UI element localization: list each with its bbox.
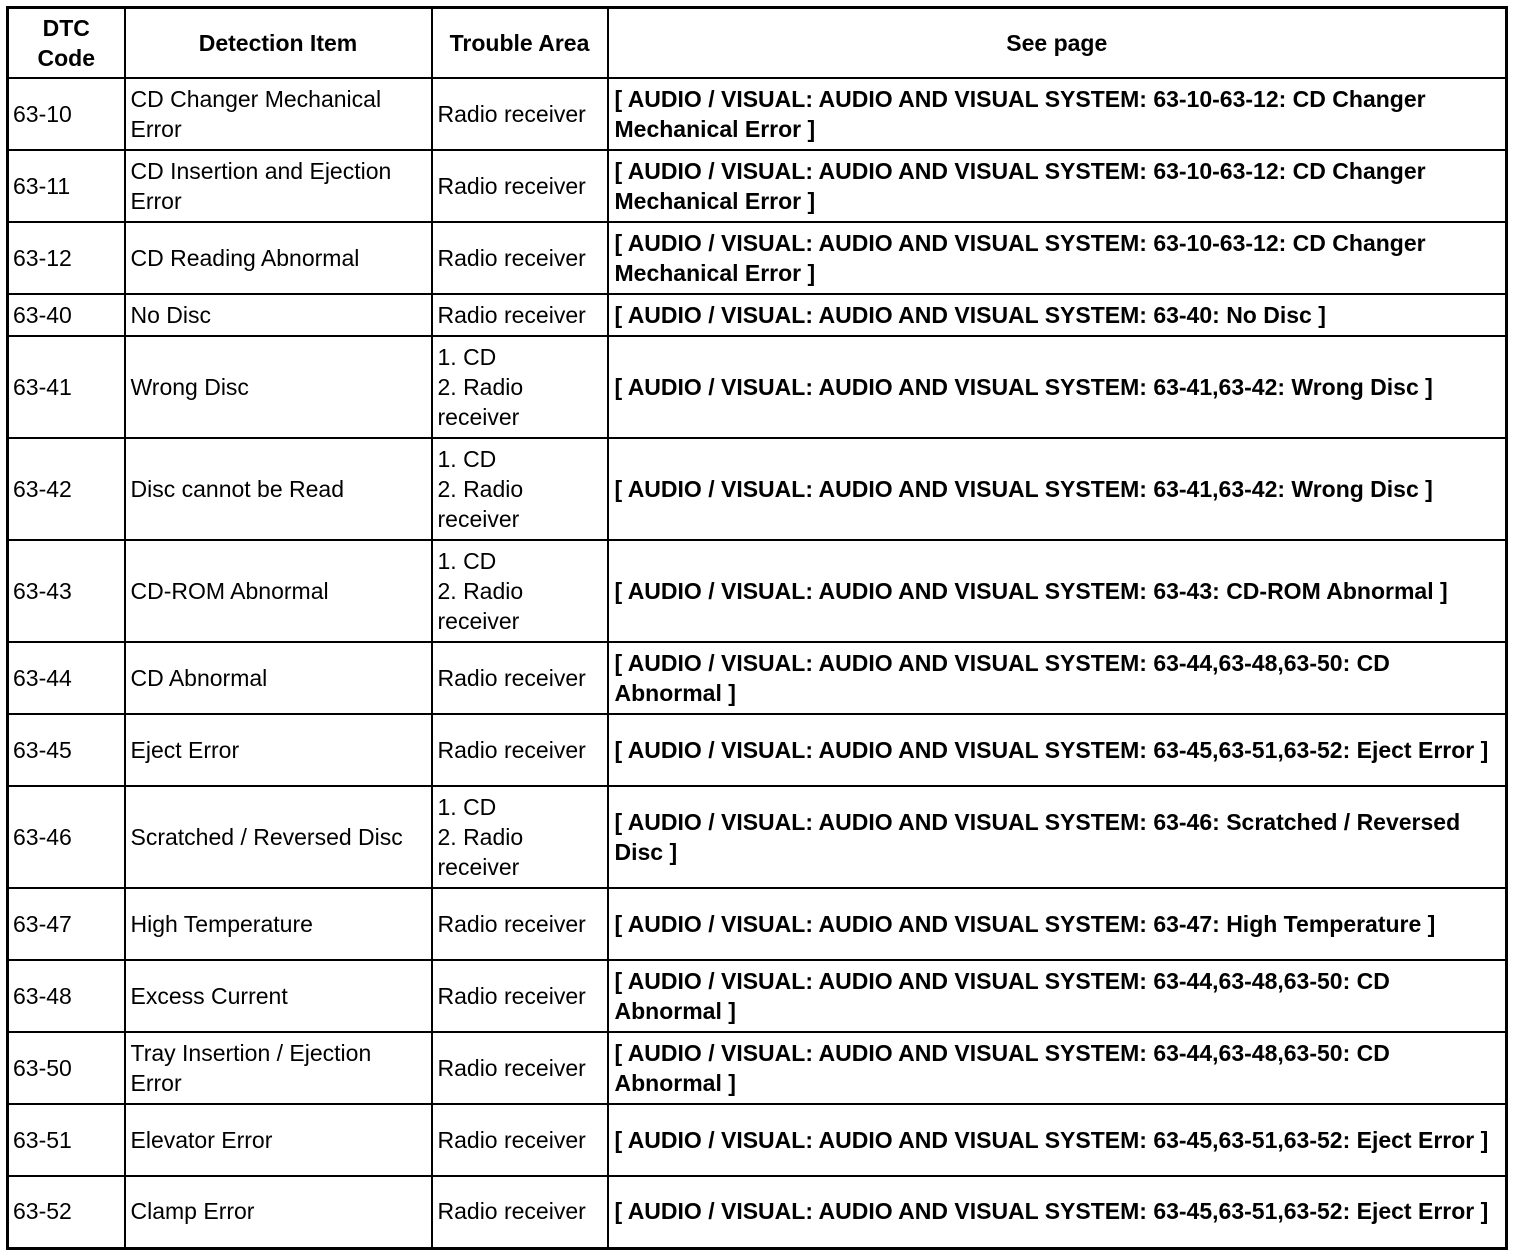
detection-item-cell: Eject Error [125, 714, 432, 786]
header-detection-item: Detection Item [125, 8, 432, 79]
detection-item-cell: CD Changer Mechanical Error [125, 78, 432, 150]
see-page-link[interactable]: [ AUDIO / VISUAL: AUDIO AND VISUAL SYSTEM: 63-10-63-12: CD Changer Mechanical Error ] [608, 150, 1507, 222]
detection-item-cell: Clamp Error [125, 1176, 432, 1248]
dtc-code-cell: 63-41 [8, 336, 125, 438]
header-trouble-area: Trouble Area [432, 8, 608, 79]
table-row [8, 150, 1507, 222]
dtc-code-cell: 63-46 [8, 786, 125, 888]
trouble-area-cell: 1. CD 2. Radio receiver [432, 786, 608, 888]
trouble-area-cell: 1. CD 2. Radio receiver [432, 438, 608, 540]
trouble-area-cell: Radio receiver [432, 1176, 608, 1248]
table-row [8, 786, 1507, 888]
see-page-link[interactable]: [ AUDIO / VISUAL: AUDIO AND VISUAL SYSTEM: 63-10-63-12: CD Changer Mechanical Error ] [608, 222, 1507, 294]
trouble-area-cell: Radio receiver [432, 642, 608, 714]
table-body [8, 78, 1507, 1248]
trouble-area-cell: Radio receiver [432, 222, 608, 294]
table-row [8, 714, 1507, 786]
detection-item-cell: Wrong Disc [125, 336, 432, 438]
trouble-area-cell: Radio receiver [432, 1104, 608, 1176]
detection-item-cell: CD Abnormal [125, 642, 432, 714]
see-page-link[interactable]: [ AUDIO / VISUAL: AUDIO AND VISUAL SYSTEM: 63-43: CD-ROM Abnormal ] [608, 540, 1507, 642]
detection-item-cell: Scratched / Reversed Disc [125, 786, 432, 888]
detection-item-cell: No Disc [125, 294, 432, 336]
table-row [8, 888, 1507, 960]
table-row [8, 294, 1507, 336]
header-row [8, 8, 1507, 79]
detection-item-cell: Tray Insertion / Ejection Error [125, 1032, 432, 1104]
trouble-area-cell: Radio receiver [432, 150, 608, 222]
table-row [8, 1104, 1507, 1176]
detection-item-cell: CD-ROM Abnormal [125, 540, 432, 642]
trouble-area-cell: Radio receiver [432, 1032, 608, 1104]
see-page-link[interactable]: [ AUDIO / VISUAL: AUDIO AND VISUAL SYSTEM: 63-46: Scratched / Reversed Disc ] [608, 786, 1507, 888]
dtc-code-cell: 63-12 [8, 222, 125, 294]
trouble-area-cell: Radio receiver [432, 294, 608, 336]
header-see-page: See page [608, 8, 1507, 79]
dtc-table [6, 6, 1508, 1250]
trouble-area-cell: Radio receiver [432, 888, 608, 960]
trouble-area-cell: Radio receiver [432, 78, 608, 150]
trouble-area-cell: 1. CD 2. Radio receiver [432, 336, 608, 438]
see-page-link[interactable]: [ AUDIO / VISUAL: AUDIO AND VISUAL SYSTEM: 63-10-63-12: CD Changer Mechanical Error ] [608, 78, 1507, 150]
table-row [8, 438, 1507, 540]
see-page-link[interactable]: [ AUDIO / VISUAL: AUDIO AND VISUAL SYSTEM: 63-45,63-51,63-52: Eject Error ] [608, 714, 1507, 786]
table-row [8, 1176, 1507, 1248]
dtc-code-cell: 63-10 [8, 78, 125, 150]
dtc-code-cell: 63-40 [8, 294, 125, 336]
see-page-link[interactable]: [ AUDIO / VISUAL: AUDIO AND VISUAL SYSTEM: 63-45,63-51,63-52: Eject Error ] [608, 1176, 1507, 1248]
detection-item-cell: CD Reading Abnormal [125, 222, 432, 294]
dtc-code-cell: 63-51 [8, 1104, 125, 1176]
trouble-area-cell: Radio receiver [432, 960, 608, 1032]
see-page-link[interactable]: [ AUDIO / VISUAL: AUDIO AND VISUAL SYSTEM: 63-40: No Disc ] [608, 294, 1507, 336]
dtc-code-cell: 63-52 [8, 1176, 125, 1248]
see-page-link[interactable]: [ AUDIO / VISUAL: AUDIO AND VISUAL SYSTEM: 63-45,63-51,63-52: Eject Error ] [608, 1104, 1507, 1176]
trouble-area-cell: Radio receiver [432, 714, 608, 786]
dtc-code-cell: 63-43 [8, 540, 125, 642]
dtc-code-cell: 63-44 [8, 642, 125, 714]
dtc-code-cell: 63-50 [8, 1032, 125, 1104]
see-page-link[interactable]: [ AUDIO / VISUAL: AUDIO AND VISUAL SYSTEM: 63-44,63-48,63-50: CD Abnormal ] [608, 1032, 1507, 1104]
dtc-code-cell: 63-45 [8, 714, 125, 786]
table-row [8, 642, 1507, 714]
table-row [8, 222, 1507, 294]
detection-item-cell: Excess Current [125, 960, 432, 1032]
dtc-code-cell: 63-47 [8, 888, 125, 960]
table-header [8, 8, 1507, 79]
detection-item-cell: High Temperature [125, 888, 432, 960]
trouble-area-cell: 1. CD 2. Radio receiver [432, 540, 608, 642]
header-dtc-code: DTC Code [8, 8, 125, 79]
table-row [8, 540, 1507, 642]
dtc-code-cell: 63-11 [8, 150, 125, 222]
table-row [8, 1032, 1507, 1104]
table-row [8, 336, 1507, 438]
see-page-link[interactable]: [ AUDIO / VISUAL: AUDIO AND VISUAL SYSTEM: 63-41,63-42: Wrong Disc ] [608, 336, 1507, 438]
detection-item-cell: CD Insertion and Ejection Error [125, 150, 432, 222]
see-page-link[interactable]: [ AUDIO / VISUAL: AUDIO AND VISUAL SYSTEM: 63-44,63-48,63-50: CD Abnormal ] [608, 642, 1507, 714]
detection-item-cell: Elevator Error [125, 1104, 432, 1176]
table-row [8, 960, 1507, 1032]
see-page-link[interactable]: [ AUDIO / VISUAL: AUDIO AND VISUAL SYSTEM: 63-47: High Temperature ] [608, 888, 1507, 960]
dtc-code-cell: 63-48 [8, 960, 125, 1032]
see-page-link[interactable]: [ AUDIO / VISUAL: AUDIO AND VISUAL SYSTEM: 63-41,63-42: Wrong Disc ] [608, 438, 1507, 540]
see-page-link[interactable]: [ AUDIO / VISUAL: AUDIO AND VISUAL SYSTEM: 63-44,63-48,63-50: CD Abnormal ] [608, 960, 1507, 1032]
detection-item-cell: Disc cannot be Read [125, 438, 432, 540]
table-row [8, 78, 1507, 150]
dtc-code-cell: 63-42 [8, 438, 125, 540]
